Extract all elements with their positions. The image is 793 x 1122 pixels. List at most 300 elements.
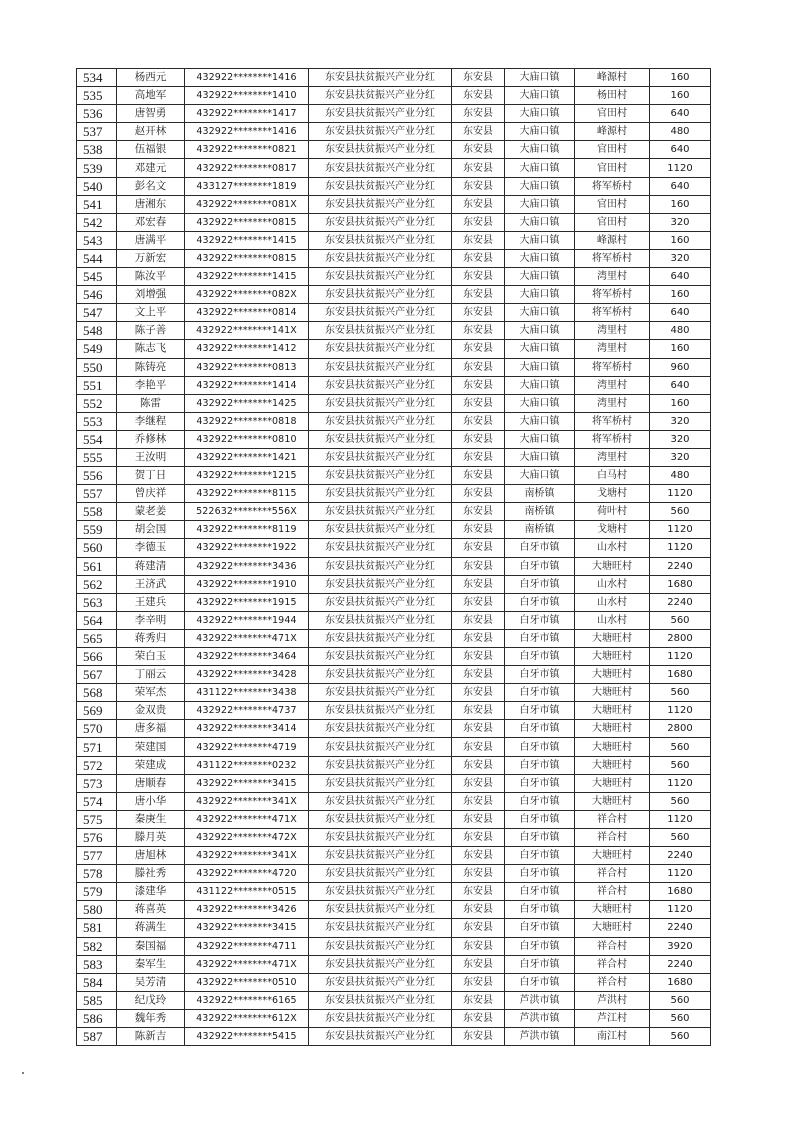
county-cell: 东安县 xyxy=(452,485,505,503)
county-cell: 东安县 xyxy=(452,123,505,141)
town-cell: 大庙口镇 xyxy=(505,249,575,267)
row-number: 568 xyxy=(77,684,117,702)
id-number-cell: 431122********3438 xyxy=(185,684,309,702)
row-number: 548 xyxy=(77,322,117,340)
village-cell: 峰源村 xyxy=(575,69,650,87)
project-cell: 东安县扶贫振兴产业分红 xyxy=(309,159,452,177)
id-number-cell: 431122********0232 xyxy=(185,756,309,774)
table-row xyxy=(77,304,711,322)
town-cell: 大庙口镇 xyxy=(505,69,575,87)
row-number: 553 xyxy=(77,412,117,430)
name-cell: 滕月英 xyxy=(117,828,185,846)
project-cell: 东安县扶贫振兴产业分红 xyxy=(309,593,452,611)
id-number-cell: 432922********4719 xyxy=(185,738,309,756)
village-cell: 杨田村 xyxy=(575,87,650,105)
project-cell: 东安县扶贫振兴产业分红 xyxy=(309,286,452,304)
name-cell: 陈汝平 xyxy=(117,268,185,286)
id-number-cell: 432922********471X xyxy=(185,629,309,647)
county-cell: 东安县 xyxy=(452,521,505,539)
name-cell: 王济武 xyxy=(117,575,185,593)
county-cell: 东安县 xyxy=(452,430,505,448)
project-cell: 东安县扶贫振兴产业分红 xyxy=(309,955,452,973)
table-row xyxy=(77,575,711,593)
name-cell: 蒋秀归 xyxy=(117,629,185,647)
amount-cell: 1120 xyxy=(650,774,711,792)
amount-cell: 2240 xyxy=(650,593,711,611)
project-cell: 东安县扶贫振兴产业分红 xyxy=(309,485,452,503)
project-cell: 东安县扶贫振兴产业分红 xyxy=(309,792,452,810)
name-cell: 蒋满生 xyxy=(117,919,185,937)
table-row xyxy=(77,87,711,105)
town-cell: 大庙口镇 xyxy=(505,394,575,412)
project-cell: 东安县扶贫振兴产业分红 xyxy=(309,919,452,937)
town-cell: 大庙口镇 xyxy=(505,412,575,430)
town-cell: 白牙市镇 xyxy=(505,774,575,792)
village-cell: 山水村 xyxy=(575,539,650,557)
id-number-cell: 431122********0515 xyxy=(185,883,309,901)
county-cell: 东安县 xyxy=(452,249,505,267)
project-cell: 东安县扶贫振兴产业分红 xyxy=(309,702,452,720)
town-cell: 大庙口镇 xyxy=(505,87,575,105)
name-cell: 赵开林 xyxy=(117,123,185,141)
amount-cell: 560 xyxy=(650,503,711,521)
id-number-cell: 432922********1415 xyxy=(185,268,309,286)
project-cell: 东安县扶贫振兴产业分红 xyxy=(309,557,452,575)
row-number: 536 xyxy=(77,105,117,123)
county-cell: 东安县 xyxy=(452,177,505,195)
village-cell: 祥合村 xyxy=(575,828,650,846)
table-row xyxy=(77,539,711,557)
county-cell: 东安县 xyxy=(452,593,505,611)
amount-cell: 480 xyxy=(650,322,711,340)
table-body xyxy=(77,69,711,1046)
amount-cell: 160 xyxy=(650,231,711,249)
name-cell: 李辛明 xyxy=(117,611,185,629)
county-cell: 东安县 xyxy=(452,883,505,901)
village-cell: 官田村 xyxy=(575,141,650,159)
amount-cell: 560 xyxy=(650,828,711,846)
name-cell: 金双贵 xyxy=(117,702,185,720)
amount-cell: 160 xyxy=(650,69,711,87)
project-cell: 东安县扶贫振兴产业分红 xyxy=(309,141,452,159)
town-cell: 大庙口镇 xyxy=(505,231,575,249)
table-row xyxy=(77,557,711,575)
id-number-cell: 432922********3426 xyxy=(185,901,309,919)
row-number: 540 xyxy=(77,177,117,195)
row-number: 545 xyxy=(77,268,117,286)
id-number-cell: 432922********1944 xyxy=(185,611,309,629)
village-cell: 山水村 xyxy=(575,593,650,611)
project-cell: 东安县扶贫振兴产业分红 xyxy=(309,810,452,828)
id-number-cell: 522632********556X xyxy=(185,503,309,521)
table-row xyxy=(77,1009,711,1027)
project-cell: 东安县扶贫振兴产业分红 xyxy=(309,304,452,322)
village-cell: 祥合村 xyxy=(575,883,650,901)
village-cell: 将军桥村 xyxy=(575,430,650,448)
town-cell: 白牙市镇 xyxy=(505,973,575,991)
table-row xyxy=(77,123,711,141)
town-cell: 白牙市镇 xyxy=(505,810,575,828)
county-cell: 东安县 xyxy=(452,810,505,828)
amount-cell: 640 xyxy=(650,177,711,195)
county-cell: 东安县 xyxy=(452,394,505,412)
project-cell: 东安县扶贫振兴产业分红 xyxy=(309,883,452,901)
row-number: 583 xyxy=(77,955,117,973)
row-number: 560 xyxy=(77,539,117,557)
name-cell: 乔修林 xyxy=(117,430,185,448)
amount-cell: 640 xyxy=(650,376,711,394)
village-cell: 南江村 xyxy=(575,1027,650,1045)
amount-cell: 2240 xyxy=(650,955,711,973)
county-cell: 东安县 xyxy=(452,1009,505,1027)
project-cell: 东安县扶贫振兴产业分红 xyxy=(309,195,452,213)
project-cell: 东安县扶贫振兴产业分红 xyxy=(309,991,452,1009)
county-cell: 东安县 xyxy=(452,684,505,702)
row-number: 582 xyxy=(77,937,117,955)
table-row xyxy=(77,521,711,539)
id-number-cell: 432922********0815 xyxy=(185,249,309,267)
village-cell: 大塘旺村 xyxy=(575,756,650,774)
project-cell: 东安县扶贫振兴产业分红 xyxy=(309,376,452,394)
id-number-cell: 432922********1215 xyxy=(185,467,309,485)
village-cell: 峰源村 xyxy=(575,231,650,249)
village-cell: 大塘旺村 xyxy=(575,666,650,684)
county-cell: 东安县 xyxy=(452,340,505,358)
row-number: 550 xyxy=(77,358,117,376)
amount-cell: 1680 xyxy=(650,575,711,593)
village-cell: 将军桥村 xyxy=(575,412,650,430)
project-cell: 东安县扶贫振兴产业分红 xyxy=(309,756,452,774)
name-cell: 魏年秀 xyxy=(117,1009,185,1027)
county-cell: 东安县 xyxy=(452,376,505,394)
id-number-cell: 432922********1414 xyxy=(185,376,309,394)
name-cell: 陈志飞 xyxy=(117,340,185,358)
village-cell: 湾里村 xyxy=(575,268,650,286)
village-cell: 官田村 xyxy=(575,195,650,213)
amount-cell: 560 xyxy=(650,611,711,629)
name-cell: 杨西元 xyxy=(117,69,185,87)
id-number-cell: 433127********1819 xyxy=(185,177,309,195)
id-number-cell: 432922********5415 xyxy=(185,1027,309,1045)
name-cell: 彭名文 xyxy=(117,177,185,195)
village-cell: 将军桥村 xyxy=(575,249,650,267)
town-cell: 南桥镇 xyxy=(505,503,575,521)
row-number: 562 xyxy=(77,575,117,593)
town-cell: 白牙市镇 xyxy=(505,792,575,810)
row-number: 556 xyxy=(77,467,117,485)
county-cell: 东安县 xyxy=(452,666,505,684)
project-cell: 东安县扶贫振兴产业分红 xyxy=(309,1027,452,1045)
town-cell: 芦洪市镇 xyxy=(505,991,575,1009)
table-row xyxy=(77,322,711,340)
county-cell: 东安县 xyxy=(452,973,505,991)
id-number-cell: 432922********341X xyxy=(185,792,309,810)
village-cell: 戈塘村 xyxy=(575,521,650,539)
village-cell: 大塘旺村 xyxy=(575,919,650,937)
town-cell: 大庙口镇 xyxy=(505,304,575,322)
town-cell: 白牙市镇 xyxy=(505,611,575,629)
row-number: 552 xyxy=(77,394,117,412)
name-cell: 邓建元 xyxy=(117,159,185,177)
row-number: 557 xyxy=(77,485,117,503)
table-row xyxy=(77,865,711,883)
row-number: 554 xyxy=(77,430,117,448)
row-number: 564 xyxy=(77,611,117,629)
table-row xyxy=(77,720,711,738)
village-cell: 官田村 xyxy=(575,213,650,231)
id-number-cell: 432922********471X xyxy=(185,955,309,973)
beneficiary-table xyxy=(76,68,711,1046)
table-row xyxy=(77,738,711,756)
row-number: 565 xyxy=(77,629,117,647)
name-cell: 王建兵 xyxy=(117,593,185,611)
name-cell: 李艳平 xyxy=(117,376,185,394)
town-cell: 大庙口镇 xyxy=(505,268,575,286)
table-row xyxy=(77,430,711,448)
village-cell: 大塘旺村 xyxy=(575,720,650,738)
village-cell: 大塘旺村 xyxy=(575,648,650,666)
project-cell: 东安县扶贫振兴产业分红 xyxy=(309,648,452,666)
id-number-cell: 432922********341X xyxy=(185,847,309,865)
village-cell: 大塘旺村 xyxy=(575,738,650,756)
table-row xyxy=(77,666,711,684)
scan-speck xyxy=(22,1072,24,1074)
amount-cell: 480 xyxy=(650,123,711,141)
county-cell: 东安县 xyxy=(452,738,505,756)
town-cell: 芦洪市镇 xyxy=(505,1027,575,1045)
village-cell: 山水村 xyxy=(575,575,650,593)
town-cell: 白牙市镇 xyxy=(505,847,575,865)
table-row xyxy=(77,611,711,629)
amount-cell: 2800 xyxy=(650,720,711,738)
village-cell: 祥合村 xyxy=(575,973,650,991)
row-number: 573 xyxy=(77,774,117,792)
name-cell: 滕社秀 xyxy=(117,865,185,883)
id-number-cell: 432922********3415 xyxy=(185,919,309,937)
id-number-cell: 432922********4711 xyxy=(185,937,309,955)
county-cell: 东安县 xyxy=(452,955,505,973)
town-cell: 大庙口镇 xyxy=(505,430,575,448)
project-cell: 东安县扶贫振兴产业分红 xyxy=(309,503,452,521)
name-cell: 唐智勇 xyxy=(117,105,185,123)
amount-cell: 640 xyxy=(650,141,711,159)
county-cell: 东安县 xyxy=(452,919,505,937)
village-cell: 大塘旺村 xyxy=(575,901,650,919)
row-number: 534 xyxy=(77,69,117,87)
town-cell: 大庙口镇 xyxy=(505,286,575,304)
name-cell: 丁丽云 xyxy=(117,666,185,684)
name-cell: 伍福银 xyxy=(117,141,185,159)
row-number: 549 xyxy=(77,340,117,358)
county-cell: 东安县 xyxy=(452,87,505,105)
amount-cell: 560 xyxy=(650,1027,711,1045)
town-cell: 白牙市镇 xyxy=(505,557,575,575)
amount-cell: 1120 xyxy=(650,539,711,557)
id-number-cell: 432922********1922 xyxy=(185,539,309,557)
county-cell: 东安县 xyxy=(452,1027,505,1045)
county-cell: 东安县 xyxy=(452,720,505,738)
table-row xyxy=(77,394,711,412)
row-number: 587 xyxy=(77,1027,117,1045)
county-cell: 东安县 xyxy=(452,937,505,955)
amount-cell: 640 xyxy=(650,304,711,322)
name-cell: 邓宏春 xyxy=(117,213,185,231)
village-cell: 大塘旺村 xyxy=(575,629,650,647)
row-number: 551 xyxy=(77,376,117,394)
village-cell: 大塘旺村 xyxy=(575,702,650,720)
town-cell: 南桥镇 xyxy=(505,521,575,539)
village-cell: 湾里村 xyxy=(575,394,650,412)
town-cell: 白牙市镇 xyxy=(505,955,575,973)
project-cell: 东安县扶贫振兴产业分红 xyxy=(309,521,452,539)
project-cell: 东安县扶贫振兴产业分红 xyxy=(309,901,452,919)
project-cell: 东安县扶贫振兴产业分红 xyxy=(309,467,452,485)
county-cell: 东安县 xyxy=(452,213,505,231)
row-number: 575 xyxy=(77,810,117,828)
village-cell: 戈塘村 xyxy=(575,485,650,503)
town-cell: 白牙市镇 xyxy=(505,629,575,647)
table-row xyxy=(77,847,711,865)
table-row xyxy=(77,249,711,267)
id-number-cell: 432922********3436 xyxy=(185,557,309,575)
village-cell: 峰源村 xyxy=(575,123,650,141)
amount-cell: 2240 xyxy=(650,847,711,865)
name-cell: 唐小华 xyxy=(117,792,185,810)
amount-cell: 1680 xyxy=(650,973,711,991)
row-number: 559 xyxy=(77,521,117,539)
row-number: 576 xyxy=(77,828,117,846)
county-cell: 东安县 xyxy=(452,557,505,575)
project-cell: 东安县扶贫振兴产业分红 xyxy=(309,249,452,267)
row-number: 561 xyxy=(77,557,117,575)
county-cell: 东安县 xyxy=(452,991,505,1009)
row-number: 535 xyxy=(77,87,117,105)
county-cell: 东安县 xyxy=(452,286,505,304)
town-cell: 白牙市镇 xyxy=(505,575,575,593)
town-cell: 大庙口镇 xyxy=(505,467,575,485)
village-cell: 湾里村 xyxy=(575,340,650,358)
id-number-cell: 432922********0821 xyxy=(185,141,309,159)
amount-cell: 560 xyxy=(650,738,711,756)
table-row xyxy=(77,629,711,647)
table-row xyxy=(77,485,711,503)
name-cell: 纪戊玲 xyxy=(117,991,185,1009)
id-number-cell: 432922********6165 xyxy=(185,991,309,1009)
table-row xyxy=(77,973,711,991)
amount-cell: 1120 xyxy=(650,485,711,503)
table-row xyxy=(77,702,711,720)
county-cell: 东安县 xyxy=(452,611,505,629)
id-number-cell: 432922********3414 xyxy=(185,720,309,738)
table-row xyxy=(77,467,711,485)
row-number: 577 xyxy=(77,847,117,865)
county-cell: 东安县 xyxy=(452,159,505,177)
id-number-cell: 432922********8115 xyxy=(185,485,309,503)
row-number: 547 xyxy=(77,304,117,322)
table-row xyxy=(77,648,711,666)
row-number: 569 xyxy=(77,702,117,720)
village-cell: 湾里村 xyxy=(575,322,650,340)
amount-cell: 1120 xyxy=(650,865,711,883)
project-cell: 东安县扶贫振兴产业分红 xyxy=(309,828,452,846)
village-cell: 大塘旺村 xyxy=(575,684,650,702)
row-number: 572 xyxy=(77,756,117,774)
row-number: 571 xyxy=(77,738,117,756)
row-number: 544 xyxy=(77,249,117,267)
row-number: 567 xyxy=(77,666,117,684)
row-number: 541 xyxy=(77,195,117,213)
table-row xyxy=(77,810,711,828)
amount-cell: 160 xyxy=(650,340,711,358)
town-cell: 大庙口镇 xyxy=(505,177,575,195)
project-cell: 东安县扶贫振兴产业分红 xyxy=(309,937,452,955)
id-number-cell: 432922********1416 xyxy=(185,69,309,87)
id-number-cell: 432922********3464 xyxy=(185,648,309,666)
table-row xyxy=(77,141,711,159)
town-cell: 大庙口镇 xyxy=(505,213,575,231)
row-number: 542 xyxy=(77,213,117,231)
table-row xyxy=(77,1027,711,1045)
village-cell: 将军桥村 xyxy=(575,358,650,376)
project-cell: 东安县扶贫振兴产业分红 xyxy=(309,973,452,991)
town-cell: 白牙市镇 xyxy=(505,539,575,557)
village-cell: 祥合村 xyxy=(575,937,650,955)
amount-cell: 160 xyxy=(650,195,711,213)
name-cell: 唐湘东 xyxy=(117,195,185,213)
name-cell: 唐旭林 xyxy=(117,847,185,865)
name-cell: 高地军 xyxy=(117,87,185,105)
amount-cell: 1120 xyxy=(650,159,711,177)
id-number-cell: 432922********0814 xyxy=(185,304,309,322)
village-cell: 将军桥村 xyxy=(575,177,650,195)
name-cell: 漆建华 xyxy=(117,883,185,901)
county-cell: 东安县 xyxy=(452,503,505,521)
project-cell: 东安县扶贫振兴产业分红 xyxy=(309,123,452,141)
town-cell: 大庙口镇 xyxy=(505,448,575,466)
id-number-cell: 432922********1425 xyxy=(185,394,309,412)
name-cell: 陈铸亮 xyxy=(117,358,185,376)
project-cell: 东安县扶贫振兴产业分红 xyxy=(309,231,452,249)
id-number-cell: 432922********612X xyxy=(185,1009,309,1027)
row-number: 574 xyxy=(77,792,117,810)
row-number: 579 xyxy=(77,883,117,901)
town-cell: 白牙市镇 xyxy=(505,738,575,756)
name-cell: 荣建国 xyxy=(117,738,185,756)
county-cell: 东安县 xyxy=(452,412,505,430)
project-cell: 东安县扶贫振兴产业分红 xyxy=(309,629,452,647)
name-cell: 吴芳清 xyxy=(117,973,185,991)
id-number-cell: 432922********1412 xyxy=(185,340,309,358)
name-cell: 胡会国 xyxy=(117,521,185,539)
id-number-cell: 432922********3428 xyxy=(185,666,309,684)
village-cell: 将军桥村 xyxy=(575,304,650,322)
id-number-cell: 432922********1910 xyxy=(185,575,309,593)
town-cell: 大庙口镇 xyxy=(505,159,575,177)
village-cell: 大塘旺村 xyxy=(575,847,650,865)
table-row xyxy=(77,593,711,611)
id-number-cell: 432922********4720 xyxy=(185,865,309,883)
county-cell: 东安县 xyxy=(452,141,505,159)
row-number: 555 xyxy=(77,448,117,466)
project-cell: 东安县扶贫振兴产业分红 xyxy=(309,720,452,738)
project-cell: 东安县扶贫振兴产业分红 xyxy=(309,394,452,412)
town-cell: 白牙市镇 xyxy=(505,865,575,883)
project-cell: 东安县扶贫振兴产业分红 xyxy=(309,69,452,87)
id-number-cell: 432922********1417 xyxy=(185,105,309,123)
project-cell: 东安县扶贫振兴产业分红 xyxy=(309,1009,452,1027)
county-cell: 东安县 xyxy=(452,629,505,647)
name-cell: 唐多福 xyxy=(117,720,185,738)
